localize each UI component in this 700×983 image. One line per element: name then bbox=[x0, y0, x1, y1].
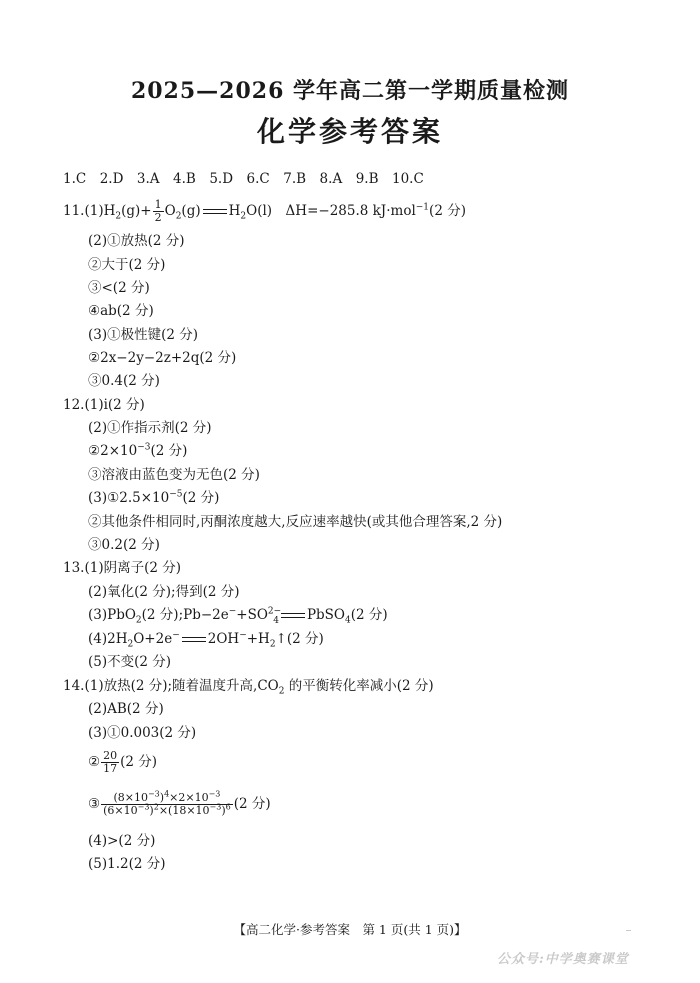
q11-line: ④ab(2 分) bbox=[88, 303, 154, 319]
q14-line: (3)①0.003(2 分) bbox=[88, 725, 197, 741]
equation-equals-sign bbox=[182, 637, 206, 642]
q12-line: ③0.2(2 分) bbox=[88, 537, 160, 553]
q14-line: 14.(1)放热(2 分);随着温度升高$,CO_2$ 的平衡转化率减小(2 分) bbox=[63, 678, 434, 697]
q14-line: (5)1.2(2 分) bbox=[88, 856, 166, 872]
equilibrium-constant-fraction: $\frac{(8\times 10^{-3})^4\times 2\times 10^{-3}}{(6\times 10^{-3})^2\times(18\times 10^{-3})^6}$ bbox=[103, 789, 231, 817]
q14-line: ② $\frac{20}{17}$ (2 分) bbox=[88, 749, 158, 775]
q11-p1-tail: O(l) ΔH=−285.8 kJ·mol bbox=[246, 203, 416, 219]
q11-line: ③0.4(2 分) bbox=[88, 373, 160, 389]
multiple-choice-answers: 1.C 2.D 3.A 4.B 5.D 6.C 7.B 8.A 9.B 10.C bbox=[63, 171, 424, 187]
q13-line: (5)不变(2 分) bbox=[88, 654, 172, 670]
fraction-20-17: $\frac{20}{17}$ bbox=[103, 749, 118, 775]
half-fraction: $\frac{1}{2}$ bbox=[154, 198, 162, 224]
q11-part1: $11.(1)H_2(g)+$ $\frac{1}{2}$ $O_2(g)$ $H_2O(l)$ ΔH=−285.8 kJ·mol$^{-1}$(2 分) bbox=[63, 198, 466, 224]
q14-line: ③ $\frac{(8\times 10^{-3})^4\times 2\times 10^{-3}}{(6\times 10^{-3})^2\times(18\times 10^{-3})^6}$ (2 分) bbox=[88, 789, 271, 817]
q14-line: (4)>(2 分) bbox=[88, 833, 156, 849]
q11-line: (3)①极性键(2 分) bbox=[88, 327, 199, 343]
q12-line: $②2\times 10^{-3}(2$ 分) bbox=[88, 442, 188, 459]
q13-line: (2)氧化(2 分);得到(2 分) bbox=[88, 584, 240, 600]
equation-equals-sign bbox=[203, 209, 227, 214]
q13-line: 13.(1)阴离子(2 分) bbox=[63, 560, 182, 576]
q13-line: $(4)2H_2O+2e^-$ $2OH^-+H_2↑(2$ 分) bbox=[88, 630, 324, 650]
q12-line: ③溶液由蓝色变为无色(2 分) bbox=[88, 467, 260, 483]
page-footer: 【高二化学·参考答案 第 1 页(共 1 页)】 bbox=[233, 922, 467, 937]
q12-line: (2)①作指示剂(2 分) bbox=[88, 420, 212, 436]
q13-line: (3)PbO$_2$(2 分)$;Pb-2e^-+SO^{2-}_4$ PbSO$_4$(2 分) bbox=[88, 606, 388, 626]
q12-line: 12.(1)ⅰ(2 分) bbox=[63, 397, 145, 413]
q11-line: ②大于(2 分) bbox=[88, 257, 166, 273]
q11-line: ②2x−2y−2z+2q(2 分) bbox=[88, 350, 237, 366]
q14-line: (2)AB(2 分) bbox=[88, 701, 164, 717]
q11-p1-product: H bbox=[228, 203, 241, 219]
q11-p1-prefix: 11.(1)H bbox=[63, 203, 116, 219]
divider bbox=[626, 930, 631, 931]
q11-p1-score: (2 分) bbox=[429, 203, 466, 219]
page-subtitle: 化学参考答案 bbox=[256, 115, 443, 148]
watermark: 公众号:中学奥赛课堂 bbox=[497, 952, 629, 967]
q11-line: ③<(2 分) bbox=[88, 280, 150, 296]
page-title: 2025—2026 学年高二第一学期质量检测 bbox=[130, 78, 570, 104]
equation-equals-sign bbox=[281, 613, 305, 618]
q12-line: ②其他条件相同时,丙酮浓度越大,反应速率越快(或其他合理答案,2 分) bbox=[88, 514, 503, 530]
q12-line: $(3)①2.5\times 10^{-5}(2$ 分) bbox=[88, 489, 220, 506]
q11-line: (2)①放热(2 分) bbox=[88, 233, 185, 249]
